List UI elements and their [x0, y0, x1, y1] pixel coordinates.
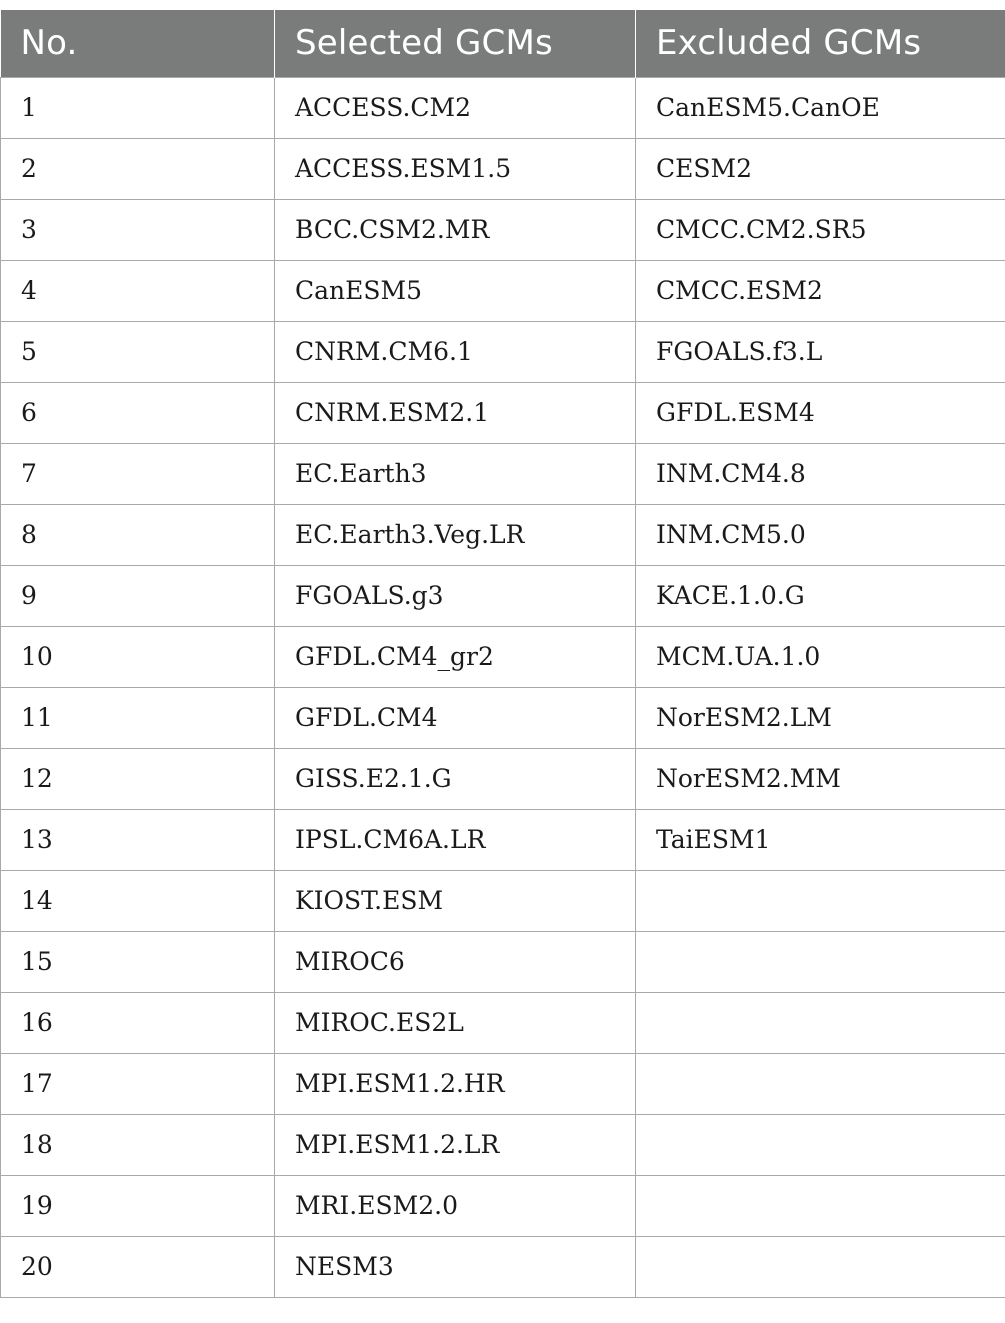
- cell-no: 13: [1, 809, 275, 870]
- cell-selected-gcm: GFDL.CM4_gr2: [275, 626, 636, 687]
- cell-selected-gcm: EC.Earth3: [275, 443, 636, 504]
- header-row: [1, 10, 1005, 77]
- cell-excluded-gcm: CanESM5.CanOE: [636, 77, 1005, 138]
- table-row: [1, 992, 1005, 1053]
- table-body: [1, 77, 1005, 1297]
- cell-selected-gcm: CNRM.ESM2.1: [275, 382, 636, 443]
- cell-no: 19: [1, 1175, 275, 1236]
- cell-selected-gcm: FGOALS.g3: [275, 565, 636, 626]
- cell-no: 5: [1, 321, 275, 382]
- cell-selected-gcm: CNRM.CM6.1: [275, 321, 636, 382]
- cell-excluded-gcm: [636, 931, 1005, 992]
- cell-no: 15: [1, 931, 275, 992]
- table-row: [1, 870, 1005, 931]
- cell-excluded-gcm: [636, 870, 1005, 931]
- cell-excluded-gcm: MCM.UA.1.0: [636, 626, 1005, 687]
- table-row: [1, 138, 1005, 199]
- cell-selected-gcm: IPSL.CM6A.LR: [275, 809, 636, 870]
- cell-selected-gcm: GISS.E2.1.G: [275, 748, 636, 809]
- cell-no: 7: [1, 443, 275, 504]
- cell-selected-gcm: MRI.ESM2.0: [275, 1175, 636, 1236]
- cell-excluded-gcm: [636, 1114, 1005, 1175]
- cell-no: 10: [1, 626, 275, 687]
- cell-excluded-gcm: [636, 1053, 1005, 1114]
- cell-excluded-gcm: INM.CM5.0: [636, 504, 1005, 565]
- table-row: [1, 1175, 1005, 1236]
- table-row: [1, 77, 1005, 138]
- cell-excluded-gcm: CESM2: [636, 138, 1005, 199]
- table-row: [1, 748, 1005, 809]
- cell-excluded-gcm: FGOALS.f3.L: [636, 321, 1005, 382]
- table-header: [1, 10, 1005, 77]
- cell-no: 14: [1, 870, 275, 931]
- cell-excluded-gcm: [636, 1175, 1005, 1236]
- cell-selected-gcm: ACCESS.ESM1.5: [275, 138, 636, 199]
- cell-no: 8: [1, 504, 275, 565]
- cell-excluded-gcm: INM.CM4.8: [636, 443, 1005, 504]
- cell-selected-gcm: MPI.ESM1.2.LR: [275, 1114, 636, 1175]
- cell-excluded-gcm: KACE.1.0.G: [636, 565, 1005, 626]
- table-row: [1, 321, 1005, 382]
- table-row: [1, 931, 1005, 992]
- cell-selected-gcm: MIROC.ES2L: [275, 992, 636, 1053]
- cell-no: 1: [1, 77, 275, 138]
- header-no: No.: [1, 10, 275, 77]
- table-row: [1, 1053, 1005, 1114]
- cell-selected-gcm: MIROC6: [275, 931, 636, 992]
- cell-excluded-gcm: TaiESM1: [636, 809, 1005, 870]
- cell-selected-gcm: BCC.CSM2.MR: [275, 199, 636, 260]
- cell-no: 3: [1, 199, 275, 260]
- table-row: [1, 382, 1005, 443]
- cell-no: 18: [1, 1114, 275, 1175]
- table-row: [1, 199, 1005, 260]
- table-row: [1, 443, 1005, 504]
- cell-excluded-gcm: NorESM2.MM: [636, 748, 1005, 809]
- cell-excluded-gcm: GFDL.ESM4: [636, 382, 1005, 443]
- cell-no: 4: [1, 260, 275, 321]
- cell-selected-gcm: KIOST.ESM: [275, 870, 636, 931]
- cell-no: 11: [1, 687, 275, 748]
- cell-no: 17: [1, 1053, 275, 1114]
- cell-no: 12: [1, 748, 275, 809]
- cell-no: 20: [1, 1236, 275, 1297]
- table-row: [1, 809, 1005, 870]
- cell-no: 16: [1, 992, 275, 1053]
- cell-no: 2: [1, 138, 275, 199]
- table-row: [1, 1114, 1005, 1175]
- cell-selected-gcm: EC.Earth3.Veg.LR: [275, 504, 636, 565]
- cell-selected-gcm: GFDL.CM4: [275, 687, 636, 748]
- table-row: [1, 1236, 1005, 1297]
- cell-no: 9: [1, 565, 275, 626]
- cell-excluded-gcm: [636, 1236, 1005, 1297]
- cell-selected-gcm: ACCESS.CM2: [275, 77, 636, 138]
- header-excluded-gcms: Excluded GCMs: [636, 10, 1005, 77]
- cell-excluded-gcm: CMCC.CM2.SR5: [636, 199, 1005, 260]
- header-selected-gcms: Selected GCMs: [275, 10, 636, 77]
- table-row: [1, 260, 1005, 321]
- cell-excluded-gcm: CMCC.ESM2: [636, 260, 1005, 321]
- gcm-table: [0, 10, 1005, 1298]
- cell-selected-gcm: MPI.ESM1.2.HR: [275, 1053, 636, 1114]
- table-row: [1, 504, 1005, 565]
- cell-excluded-gcm: NorESM2.LM: [636, 687, 1005, 748]
- cell-no: 6: [1, 382, 275, 443]
- table-row: [1, 565, 1005, 626]
- cell-selected-gcm: NESM3: [275, 1236, 636, 1297]
- table-row: [1, 626, 1005, 687]
- cell-selected-gcm: CanESM5: [275, 260, 636, 321]
- cell-excluded-gcm: [636, 992, 1005, 1053]
- table-row: [1, 687, 1005, 748]
